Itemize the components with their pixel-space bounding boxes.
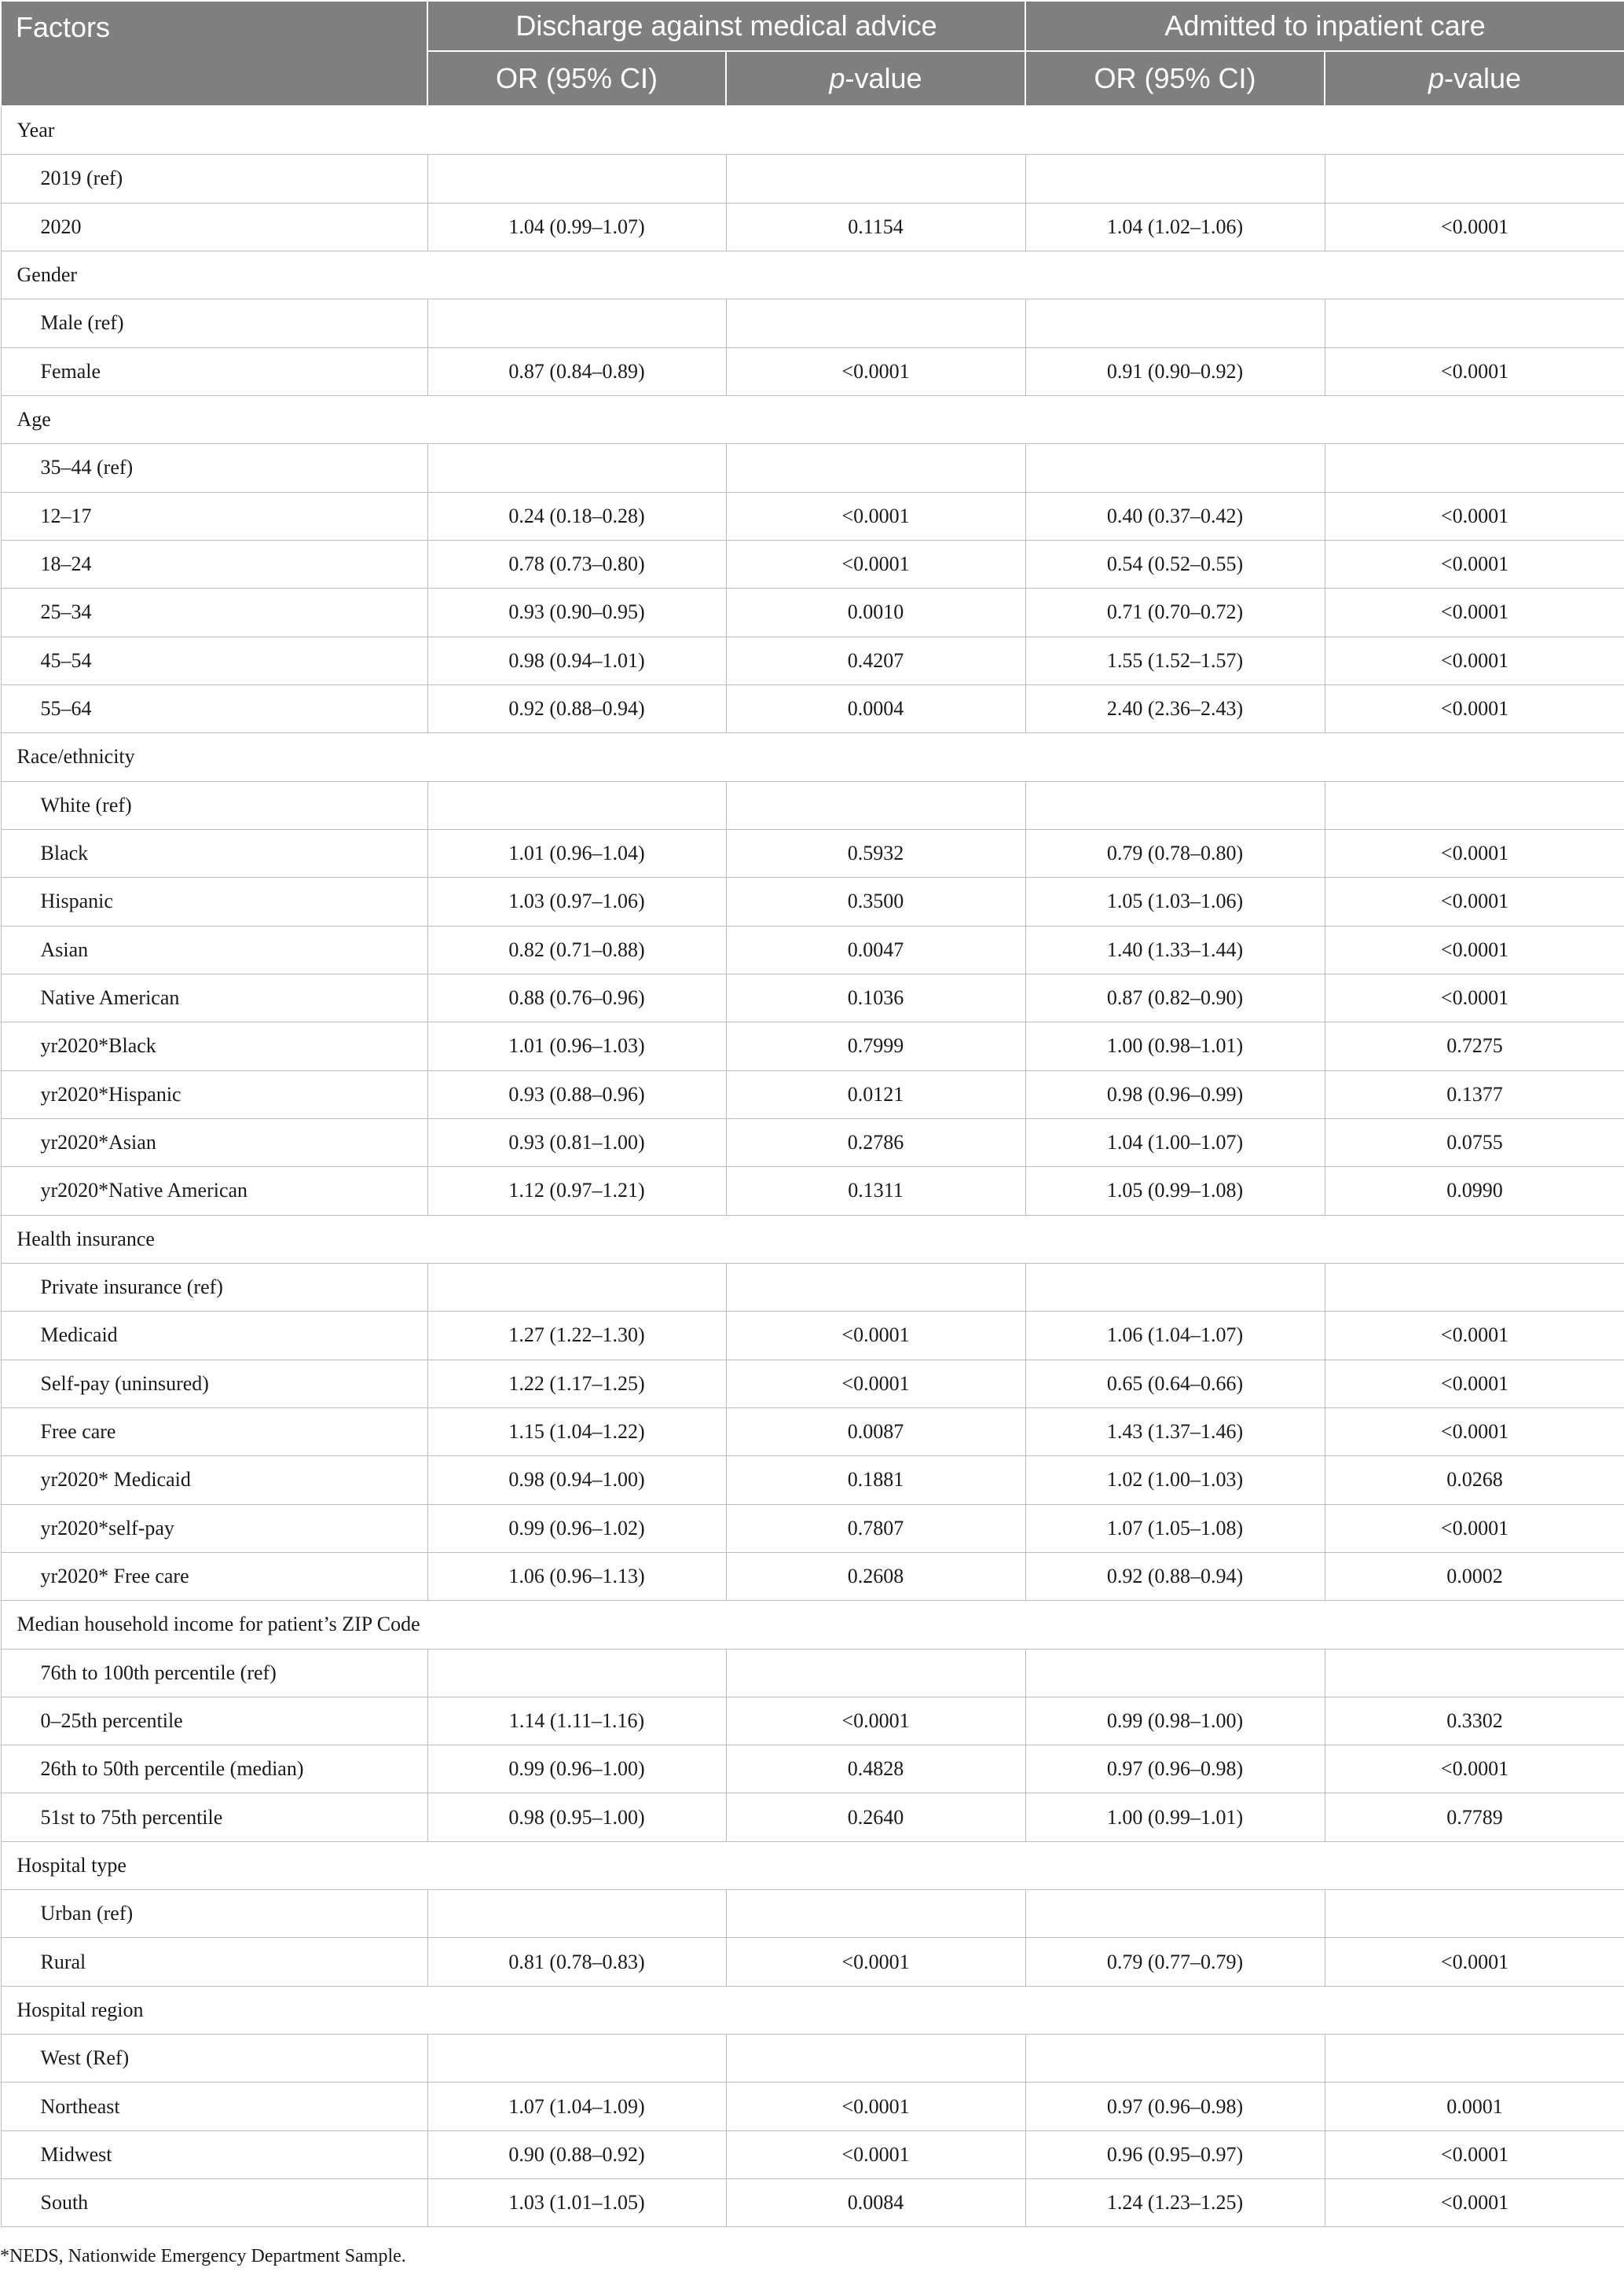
factor-label: Midwest: [1, 2130, 427, 2178]
factor-label: 12–17: [1, 492, 427, 540]
or-ci-inpatient-cell: 1.40 (1.33–1.44): [1025, 926, 1325, 974]
factor-label: 35–44 (ref): [1, 444, 427, 492]
p-value-inpatient-cell: [1325, 2035, 1624, 2083]
or-ci-discharge-cell: 0.87 (0.84–0.89): [427, 347, 726, 395]
p-value-discharge-cell: <0.0001: [726, 1697, 1025, 1745]
section-label: Gender: [1, 251, 1624, 299]
factor-label: yr2020*Hispanic: [1, 1070, 427, 1118]
table-row: [1, 684, 1624, 732]
or-ci-discharge-cell: 0.78 (0.73–0.80): [427, 540, 726, 588]
p-value-inpatient-cell: <0.0001: [1325, 1312, 1624, 1360]
table-row: [1, 878, 1624, 926]
section-row: [1, 1841, 1624, 1889]
factor-label: yr2020* Free care: [1, 1552, 427, 1600]
section-row: [1, 106, 1624, 155]
p-value-inpatient-cell: 0.7789: [1325, 1793, 1624, 1841]
p-value-inpatient-cell: <0.0001: [1325, 637, 1624, 684]
table-row: [1, 637, 1624, 684]
p-value-inpatient-cell: <0.0001: [1325, 829, 1624, 877]
table-row: [1, 2179, 1624, 2227]
p-value-inpatient-cell: 0.0990: [1325, 1167, 1624, 1215]
factor-label: Native American: [1, 974, 427, 1022]
p-value-inpatient-cell: [1325, 1890, 1624, 1938]
p-value-inpatient-cell: 0.0755: [1325, 1118, 1624, 1166]
or-ci-discharge-cell: 1.06 (0.96–1.13): [427, 1552, 726, 1600]
p-value-inpatient-cell: [1325, 781, 1624, 829]
p-value-discharge-cell: <0.0001: [726, 1938, 1025, 1986]
or-ci-inpatient-cell: 0.92 (0.88–0.94): [1025, 1552, 1325, 1600]
p-value-discharge-cell: <0.0001: [726, 2130, 1025, 2178]
or-ci-discharge-cell: 1.03 (0.97–1.06): [427, 878, 726, 926]
factor-label: 26th to 50th percentile (median): [1, 1745, 427, 1793]
table-row: [1, 974, 1624, 1022]
p-value-discharge-cell: [726, 155, 1025, 203]
or-ci-inpatient-cell: 0.71 (0.70–0.72): [1025, 589, 1325, 637]
or-ci-inpatient-cell: [1025, 299, 1325, 347]
p-value-inpatient-cell: 0.0268: [1325, 1456, 1624, 1504]
p-value-inpatient-cell: <0.0001: [1325, 492, 1624, 540]
p-value-discharge-cell: [726, 1649, 1025, 1697]
or-ci-inpatient-cell: 1.02 (1.00–1.03): [1025, 1456, 1325, 1504]
table-row: [1, 926, 1624, 974]
section-row: [1, 1986, 1624, 2034]
factor-label: yr2020*Asian: [1, 1118, 427, 1166]
or-ci-inpatient-cell: 1.24 (1.23–1.25): [1025, 2179, 1325, 2227]
or-ci-inpatient-cell: 1.43 (1.37–1.46): [1025, 1407, 1325, 1455]
p-value-discharge-cell: 0.2640: [726, 1793, 1025, 1841]
p-value-discharge-cell: 0.4207: [726, 637, 1025, 684]
section-row: [1, 251, 1624, 299]
or-ci-discharge-cell: 1.15 (1.04–1.22): [427, 1407, 726, 1455]
header-group-discharge-ama: Discharge against medical advice: [427, 1, 1025, 51]
p-value-discharge-cell: [726, 1263, 1025, 1311]
table-row: [1, 2035, 1624, 2083]
p-value-discharge-cell: 0.4828: [726, 1745, 1025, 1793]
section-row: [1, 1601, 1624, 1649]
p-value-discharge-cell: <0.0001: [726, 347, 1025, 395]
or-ci-discharge-cell: 1.07 (1.04–1.09): [427, 2083, 726, 2130]
header-or-ci-2: OR (95% CI): [1025, 51, 1325, 106]
p-value-discharge-cell: 0.0047: [726, 926, 1025, 974]
or-ci-inpatient-cell: [1025, 1263, 1325, 1311]
factor-label: White (ref): [1, 781, 427, 829]
or-ci-discharge-cell: 0.98 (0.94–1.00): [427, 1456, 726, 1504]
or-ci-inpatient-cell: [1025, 781, 1325, 829]
or-ci-inpatient-cell: 1.07 (1.05–1.08): [1025, 1504, 1325, 1552]
table-body: [1, 106, 1624, 2227]
or-ci-inpatient-cell: 1.04 (1.00–1.07): [1025, 1118, 1325, 1166]
or-ci-inpatient-cell: 1.05 (0.99–1.08): [1025, 1167, 1325, 1215]
table-row: [1, 1312, 1624, 1360]
p-value-discharge-cell: 0.0087: [726, 1407, 1025, 1455]
or-ci-discharge-cell: 0.99 (0.96–1.00): [427, 1745, 726, 1793]
p-value-discharge-cell: 0.1154: [726, 203, 1025, 251]
table-row: [1, 1890, 1624, 1938]
factor-label: 0–25th percentile: [1, 1697, 427, 1745]
p-value-discharge-cell: 0.2786: [726, 1118, 1025, 1166]
or-ci-discharge-cell: [427, 155, 726, 203]
or-ci-inpatient-cell: [1025, 1649, 1325, 1697]
p-value-discharge-cell: 0.1311: [726, 1167, 1025, 1215]
table-row: [1, 299, 1624, 347]
or-ci-inpatient-cell: 0.91 (0.90–0.92): [1025, 347, 1325, 395]
header-row-groups: [1, 1, 1624, 51]
section-label: Race/ethnicity: [1, 733, 1624, 781]
table-row: [1, 829, 1624, 877]
header-p-italic: p: [1428, 62, 1444, 94]
or-ci-discharge-cell: 0.93 (0.90–0.95): [427, 589, 726, 637]
or-ci-inpatient-cell: 0.40 (0.37–0.42): [1025, 492, 1325, 540]
p-value-inpatient-cell: [1325, 299, 1624, 347]
table-row: [1, 1360, 1624, 1407]
or-ci-discharge-cell: 0.24 (0.18–0.28): [427, 492, 726, 540]
p-value-inpatient-cell: [1325, 444, 1624, 492]
factor-label: 45–54: [1, 637, 427, 684]
or-ci-discharge-cell: 0.82 (0.71–0.88): [427, 926, 726, 974]
table-row: [1, 1504, 1624, 1552]
table-row: [1, 492, 1624, 540]
header-group-inpatient: Admitted to inpatient care: [1025, 1, 1624, 51]
factor-label: 55–64: [1, 684, 427, 732]
p-value-discharge-cell: <0.0001: [726, 1312, 1025, 1360]
factor-label: 2019 (ref): [1, 155, 427, 203]
table-row: [1, 444, 1624, 492]
or-ci-discharge-cell: 0.92 (0.88–0.94): [427, 684, 726, 732]
or-ci-discharge-cell: 1.01 (0.96–1.03): [427, 1022, 726, 1070]
factor-label: South: [1, 2179, 427, 2227]
p-value-inpatient-cell: [1325, 155, 1624, 203]
p-value-inpatient-cell: 0.7275: [1325, 1022, 1624, 1070]
p-value-inpatient-cell: <0.0001: [1325, 203, 1624, 251]
p-value-inpatient-cell: <0.0001: [1325, 926, 1624, 974]
or-ci-discharge-cell: [427, 299, 726, 347]
table-row: [1, 1022, 1624, 1070]
p-value-inpatient-cell: 0.0002: [1325, 1552, 1624, 1600]
p-value-inpatient-cell: [1325, 1649, 1624, 1697]
p-value-inpatient-cell: [1325, 1263, 1624, 1311]
or-ci-discharge-cell: 0.99 (0.96–1.02): [427, 1504, 726, 1552]
factor-label: 18–24: [1, 540, 427, 588]
p-value-discharge-cell: [726, 299, 1025, 347]
p-value-inpatient-cell: <0.0001: [1325, 1745, 1624, 1793]
factor-label: Black: [1, 829, 427, 877]
table-row: [1, 2130, 1624, 2178]
table-footnote: *NEDS, Nationwide Emergency Department Sample.: [0, 2246, 406, 2266]
table-row: [1, 1697, 1624, 1745]
or-ci-inpatient-cell: [1025, 444, 1325, 492]
factor-label: Northeast: [1, 2083, 427, 2130]
table-row: [1, 1263, 1624, 1311]
or-ci-inpatient-cell: 1.04 (1.02–1.06): [1025, 203, 1325, 251]
table-row: [1, 1552, 1624, 1600]
p-value-inpatient-cell: <0.0001: [1325, 1407, 1624, 1455]
p-value-discharge-cell: [726, 1890, 1025, 1938]
section-row: [1, 733, 1624, 781]
or-ci-inpatient-cell: 1.05 (1.03–1.06): [1025, 878, 1325, 926]
p-value-inpatient-cell: <0.0001: [1325, 2179, 1624, 2227]
section-label: Median household income for patient’s ZIP Code: [1, 1601, 1624, 1649]
or-ci-discharge-cell: [427, 2035, 726, 2083]
header-factors: Factors: [1, 1, 427, 106]
table-row: [1, 1793, 1624, 1841]
or-ci-discharge-cell: [427, 1890, 726, 1938]
or-ci-inpatient-cell: [1025, 155, 1325, 203]
factor-label: yr2020* Medicaid: [1, 1456, 427, 1504]
table-row: [1, 540, 1624, 588]
table-row: [1, 347, 1624, 395]
or-ci-inpatient-cell: [1025, 1890, 1325, 1938]
header-or-ci-1: OR (95% CI): [427, 51, 726, 106]
or-ci-inpatient-cell: 1.06 (1.04–1.07): [1025, 1312, 1325, 1360]
factor-label: yr2020*Black: [1, 1022, 427, 1070]
p-value-discharge-cell: 0.0121: [726, 1070, 1025, 1118]
table-row: [1, 1118, 1624, 1166]
header-p-rest: -value: [1443, 62, 1522, 94]
or-ci-discharge-cell: 0.90 (0.88–0.92): [427, 2130, 726, 2178]
p-value-discharge-cell: 0.7807: [726, 1504, 1025, 1552]
or-ci-discharge-cell: [427, 1263, 726, 1311]
or-ci-inpatient-cell: 1.55 (1.52–1.57): [1025, 637, 1325, 684]
p-value-discharge-cell: 0.0010: [726, 589, 1025, 637]
or-ci-discharge-cell: 0.93 (0.88–0.96): [427, 1070, 726, 1118]
or-ci-inpatient-cell: 0.79 (0.77–0.79): [1025, 1938, 1325, 1986]
factor-label: Asian: [1, 926, 427, 974]
or-ci-discharge-cell: 0.98 (0.94–1.01): [427, 637, 726, 684]
factor-label: Medicaid: [1, 1312, 427, 1360]
factor-label: Self-pay (uninsured): [1, 1360, 427, 1407]
or-ci-discharge-cell: 1.03 (1.01–1.05): [427, 2179, 726, 2227]
or-ci-discharge-cell: [427, 444, 726, 492]
p-value-discharge-cell: [726, 444, 1025, 492]
factor-label: yr2020*self-pay: [1, 1504, 427, 1552]
header-p-value-1: [726, 51, 1025, 106]
table-row: [1, 203, 1624, 251]
or-ci-inpatient-cell: 0.65 (0.64–0.66): [1025, 1360, 1325, 1407]
p-value-discharge-cell: 0.1036: [726, 974, 1025, 1022]
p-value-discharge-cell: [726, 781, 1025, 829]
p-value-inpatient-cell: 0.1377: [1325, 1070, 1624, 1118]
factor-label: 76th to 100th percentile (ref): [1, 1649, 427, 1697]
p-value-inpatient-cell: 0.0001: [1325, 2083, 1624, 2130]
or-ci-inpatient-cell: 0.79 (0.78–0.80): [1025, 829, 1325, 877]
table-row: [1, 781, 1624, 829]
factor-label: 2020: [1, 203, 427, 251]
table-row: [1, 589, 1624, 637]
or-ci-inpatient-cell: 0.96 (0.95–0.97): [1025, 2130, 1325, 2178]
table-row: [1, 1407, 1624, 1455]
p-value-inpatient-cell: <0.0001: [1325, 347, 1624, 395]
or-ci-discharge-cell: 1.14 (1.11–1.16): [427, 1697, 726, 1745]
section-label: Hospital region: [1, 1986, 1624, 2034]
factor-label: Free care: [1, 1407, 427, 1455]
or-ci-discharge-cell: [427, 781, 726, 829]
p-value-inpatient-cell: <0.0001: [1325, 1360, 1624, 1407]
or-ci-discharge-cell: [427, 1649, 726, 1697]
p-value-discharge-cell: 0.7999: [726, 1022, 1025, 1070]
header-p-italic: p: [829, 62, 845, 94]
or-ci-discharge-cell: 1.27 (1.22–1.30): [427, 1312, 726, 1360]
or-ci-inpatient-cell: 0.87 (0.82–0.90): [1025, 974, 1325, 1022]
factor-label: Urban (ref): [1, 1890, 427, 1938]
factor-label: Private insurance (ref): [1, 1263, 427, 1311]
section-label: Health insurance: [1, 1215, 1624, 1263]
or-ci-discharge-cell: 0.93 (0.81–1.00): [427, 1118, 726, 1166]
section-row: [1, 1215, 1624, 1263]
p-value-inpatient-cell: 0.3302: [1325, 1697, 1624, 1745]
header-p-rest: -value: [845, 62, 922, 94]
table-row: [1, 1070, 1624, 1118]
factor-label: West (Ref): [1, 2035, 427, 2083]
table-row: [1, 2083, 1624, 2130]
or-ci-inpatient-cell: 1.00 (0.98–1.01): [1025, 1022, 1325, 1070]
factor-label: Rural: [1, 1938, 427, 1986]
header-p-value-2: [1325, 51, 1624, 106]
or-ci-discharge-cell: 0.88 (0.76–0.96): [427, 974, 726, 1022]
section-row: [1, 395, 1624, 443]
p-value-discharge-cell: 0.0004: [726, 684, 1025, 732]
p-value-discharge-cell: [726, 2035, 1025, 2083]
or-ci-inpatient-cell: 0.98 (0.96–0.99): [1025, 1070, 1325, 1118]
or-ci-discharge-cell: 0.98 (0.95–1.00): [427, 1793, 726, 1841]
p-value-discharge-cell: <0.0001: [726, 1360, 1025, 1407]
or-ci-discharge-cell: 1.04 (0.99–1.07): [427, 203, 726, 251]
p-value-inpatient-cell: <0.0001: [1325, 684, 1624, 732]
factor-label: Male (ref): [1, 299, 427, 347]
factor-label: 25–34: [1, 589, 427, 637]
section-label: Age: [1, 395, 1624, 443]
p-value-inpatient-cell: <0.0001: [1325, 589, 1624, 637]
table-row: [1, 1938, 1624, 1986]
p-value-inpatient-cell: <0.0001: [1325, 1504, 1624, 1552]
factor-label: Hispanic: [1, 878, 427, 926]
p-value-inpatient-cell: <0.0001: [1325, 1938, 1624, 1986]
factor-label: Female: [1, 347, 427, 395]
p-value-discharge-cell: <0.0001: [726, 540, 1025, 588]
p-value-discharge-cell: <0.0001: [726, 2083, 1025, 2130]
or-ci-discharge-cell: 1.22 (1.17–1.25): [427, 1360, 726, 1407]
section-label: Year: [1, 106, 1624, 155]
or-ci-discharge-cell: 0.81 (0.78–0.83): [427, 1938, 726, 1986]
p-value-discharge-cell: <0.0001: [726, 492, 1025, 540]
p-value-discharge-cell: 0.5932: [726, 829, 1025, 877]
or-ci-inpatient-cell: 0.54 (0.52–0.55): [1025, 540, 1325, 588]
p-value-discharge-cell: 0.1881: [726, 1456, 1025, 1504]
table-row: [1, 1167, 1624, 1215]
p-value-discharge-cell: 0.3500: [726, 878, 1025, 926]
table-header: [1, 1, 1624, 106]
or-ci-inpatient-cell: 0.97 (0.96–0.98): [1025, 1745, 1325, 1793]
p-value-inpatient-cell: <0.0001: [1325, 2130, 1624, 2178]
or-ci-inpatient-cell: 0.97 (0.96–0.98): [1025, 2083, 1325, 2130]
or-ci-inpatient-cell: 1.00 (0.99–1.01): [1025, 1793, 1325, 1841]
p-value-discharge-cell: 0.2608: [726, 1552, 1025, 1600]
table-row: [1, 1745, 1624, 1793]
table-row: [1, 1649, 1624, 1697]
factor-label: 51st to 75th percentile: [1, 1793, 427, 1841]
or-ci-discharge-cell: 1.01 (0.96–1.04): [427, 829, 726, 877]
table-row: [1, 155, 1624, 203]
or-ci-inpatient-cell: 2.40 (2.36–2.43): [1025, 684, 1325, 732]
section-label: Hospital type: [1, 1841, 1624, 1889]
p-value-inpatient-cell: <0.0001: [1325, 540, 1624, 588]
p-value-inpatient-cell: <0.0001: [1325, 878, 1624, 926]
p-value-discharge-cell: 0.0084: [726, 2179, 1025, 2227]
table-row: [1, 1456, 1624, 1504]
or-ci-discharge-cell: 1.12 (0.97–1.21): [427, 1167, 726, 1215]
p-value-inpatient-cell: <0.0001: [1325, 974, 1624, 1022]
factor-label: yr2020*Native American: [1, 1167, 427, 1215]
or-ci-inpatient-cell: 0.99 (0.98–1.00): [1025, 1697, 1325, 1745]
or-ci-inpatient-cell: [1025, 2035, 1325, 2083]
